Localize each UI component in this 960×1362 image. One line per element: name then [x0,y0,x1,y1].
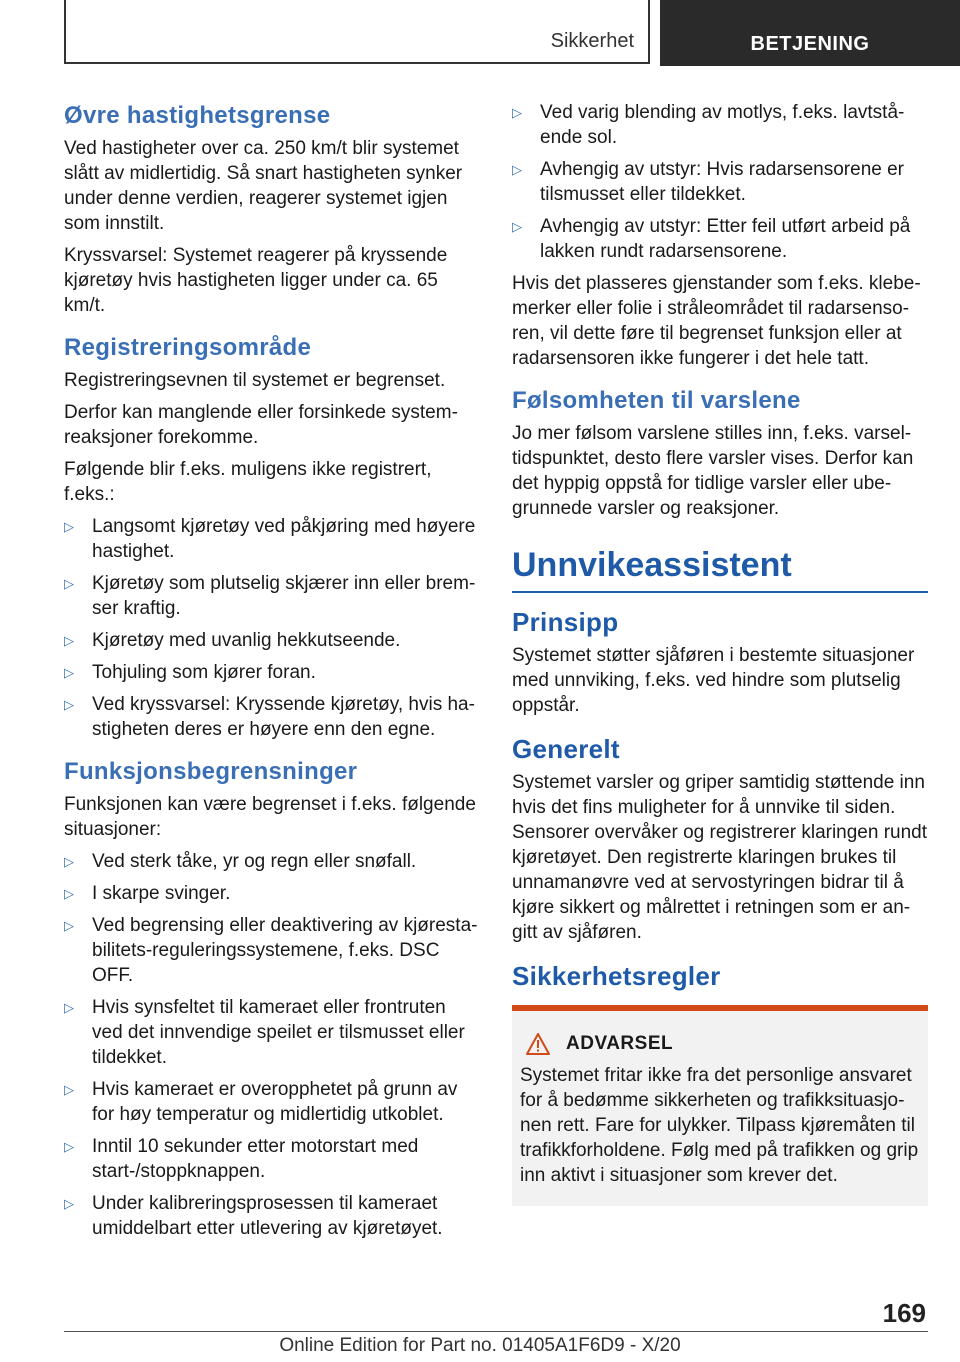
bullet-list [512,100,928,264]
warning-triangle-icon [526,1033,550,1055]
list-item-text: Ved begrensing eller deaktivering av kjørestabilitets-reguleringssystemene, f.eks. DSC OFF. [92,915,478,986]
header-rule-left [64,0,66,64]
triangle-bullet-icon: ▷ [64,918,74,933]
heading-safety-rules: Sikkerhetsregler [512,961,721,991]
list-item-text: Under kalibreringsprosessen til kameraet umiddelbart etter utlevering av kjøretøyet. [92,1193,443,1239]
heading-warning-sensitivity: Følsomheten til varslene [512,387,801,414]
list-item [64,995,480,1070]
heading-general: Generelt [512,734,620,764]
chapter-title: Unnvikeassistent [512,546,792,584]
triangle-bullet-icon: ▷ [64,665,74,680]
list-item-text: Langsomt kjøretøy ved påkjøring med høyere hastighet. [92,516,476,562]
warning-text: Systemet fritar ikke fra det personlige ansvaret for å bedømme sikkerheten og trafikksituasjonen rett. Fare for ulykker. Tilpass kjøremåten til trafikkforholdene. Følg med på trafikken og grip inn aktivt i situasjoner som krever det. [520,1065,919,1186]
section-principle [512,605,928,718]
warning-box [512,1005,928,1206]
triangle-bullet-icon: ▷ [512,219,522,234]
warning-header [520,1033,920,1055]
section-detection-range [64,332,480,742]
triangle-bullet-icon: ▷ [64,1196,74,1211]
list-item-text: Ved varig blending av motlys, f.eks. lavtstående sol. [540,102,905,148]
list-item [64,660,480,685]
list-item-text: Kjøretøy med uvanlig hekkutseende. [92,630,401,651]
paragraph: Funksjonen kan være begrenset i f.eks. følgende situasjoner: [64,794,476,840]
footer-rule [64,1331,928,1332]
bullet-list [64,514,480,742]
heading-principle: Prinsipp [512,607,619,637]
list-item [512,100,928,150]
list-item [64,1077,480,1127]
list-item [64,514,480,564]
list-item [512,157,928,207]
triangle-bullet-icon: ▷ [64,697,74,712]
header-section-label: Sikkerhet [550,30,634,52]
section-warning-sensitivity [512,385,928,521]
paragraph: Registreringsevnen til systemet er begrenset. [64,370,446,391]
list-item [64,1191,480,1241]
triangle-bullet-icon: ▷ [64,576,74,591]
header-chapter-label: BETJENING [750,33,870,55]
list-item [64,571,480,621]
list-item [64,628,480,653]
list-item-text: Hvis kameraet er overopphetet på grunn av for høy temperatur og midlertidig utkoblet. [92,1079,458,1125]
list-item-text: Avhengig av utstyr: Etter feil utført arbeid på lakken rundt radarsensorene. [540,216,911,262]
list-item [64,1134,480,1184]
triangle-bullet-icon: ▷ [64,886,74,901]
heading-detection-range: Registreringsområde [64,334,312,361]
list-item-text: Ved sterk tåke, yr og regn eller snøfall. [92,851,417,872]
list-item-text: Inntil 10 sekunder etter motorstart med start-/stoppknappen. [92,1136,419,1182]
paragraph: Kryssvarsel: Systemet reagerer på kryssende kjøretøy hvis hastigheten ligger under ca. 65 km/t. [64,245,448,316]
heading-function-limitations: Funksjonsbegrensninger [64,758,358,785]
list-item [64,881,480,906]
section-general [512,732,928,945]
section-function-limitations [64,756,480,1241]
list-item-text: Tohjuling som kjører foran. [92,662,316,683]
paragraph: Systemet varsler og griper samtidig støttende inn hvis det fins muligheter for å unnvike til siden. Sensorer overvåker og registrerer klaringen rundt kjøretøyet. Den registrerte klaringen brukes til unnamanøvre ved at servostyringen bidrar til å kjøre sikkert og målrettet i retningen som er angitt av sjåføren. [512,772,928,943]
list-item-text: Avhengig av utstyr: Hvis radarsensorene er tilsmusset eller tildekket. [540,159,904,205]
triangle-bullet-icon: ▷ [512,162,522,177]
triangle-bullet-icon: ▷ [64,854,74,869]
list-item [512,214,928,264]
list-item [64,849,480,874]
bullet-list [64,849,480,1241]
list-item [64,913,480,988]
edition-footer: Online Edition for Part no. 01405A1F6D9 - X/20 [279,1335,681,1356]
header-rule-mid [648,0,650,64]
header-chapter-tab [660,0,960,66]
list-item-text: I skarpe svinger. [92,883,231,904]
paragraph: Følgende blir f.eks. muligens ikke registrert, f.eks.: [64,459,432,505]
list-item-text: Kjøretøy som plutselig skjærer inn eller bremser kraftig. [92,573,476,619]
triangle-bullet-icon: ▷ [64,1139,74,1154]
left-column [64,100,480,1255]
heading-upper-speed-limit: Øvre hastighetsgrense [64,102,331,129]
triangle-bullet-icon: ▷ [64,519,74,534]
list-item-text: Ved kryssvarsel: Kryssende kjøretøy, hvis hastigheten deres er høyere enn den egne. [92,694,475,740]
section-safety-rules [512,959,928,1206]
warning-title: ADVARSEL [566,1033,674,1054]
paragraph: Derfor kan manglende eller forsinkede systemreaksjoner forekomme. [64,402,458,448]
header-rule-bottom [64,62,650,64]
right-column [512,100,928,1206]
section-upper-speed-limit [64,100,480,318]
triangle-bullet-icon: ▷ [64,633,74,648]
paragraph: Systemet støtter sjåføren i bestemte situasjoner med unnviking, f.eks. ved hindre som plutselig oppstår. [512,645,915,716]
paragraph: Hvis det plasseres gjenstander som f.eks. klebemerker eller folie i stråleområdet til radarsensoren, vil dette føre til begrenset funksjon eller at radarsensoren ikke fungerer i det hele tatt. [512,273,921,369]
triangle-bullet-icon: ▷ [64,1000,74,1015]
chapter-title-rule [512,591,928,593]
triangle-bullet-icon: ▷ [64,1082,74,1097]
list-item-text: Hvis synsfeltet til kameraet eller frontruten ved det innvendige speilet er tilsmusset eller tildekket. [92,997,465,1068]
triangle-bullet-icon: ▷ [512,105,522,120]
paragraph: Ved hastigheter over ca. 250 km/t blir systemet slått av midlertidig. Så snart hastigheten synker under denne verdien, reagerer systemet igjen som innstilt. [64,138,463,234]
paragraph: Jo mer følsom varslene stilles inn, f.eks. varseltidspunktet, desto flere varsler vises. Derfor kan det hyppig oppstå for tidlige varsler eller ubegrunnede varsler og reaksjoner. [512,423,914,519]
list-item [64,692,480,742]
page-number: 169 [882,1298,926,1328]
